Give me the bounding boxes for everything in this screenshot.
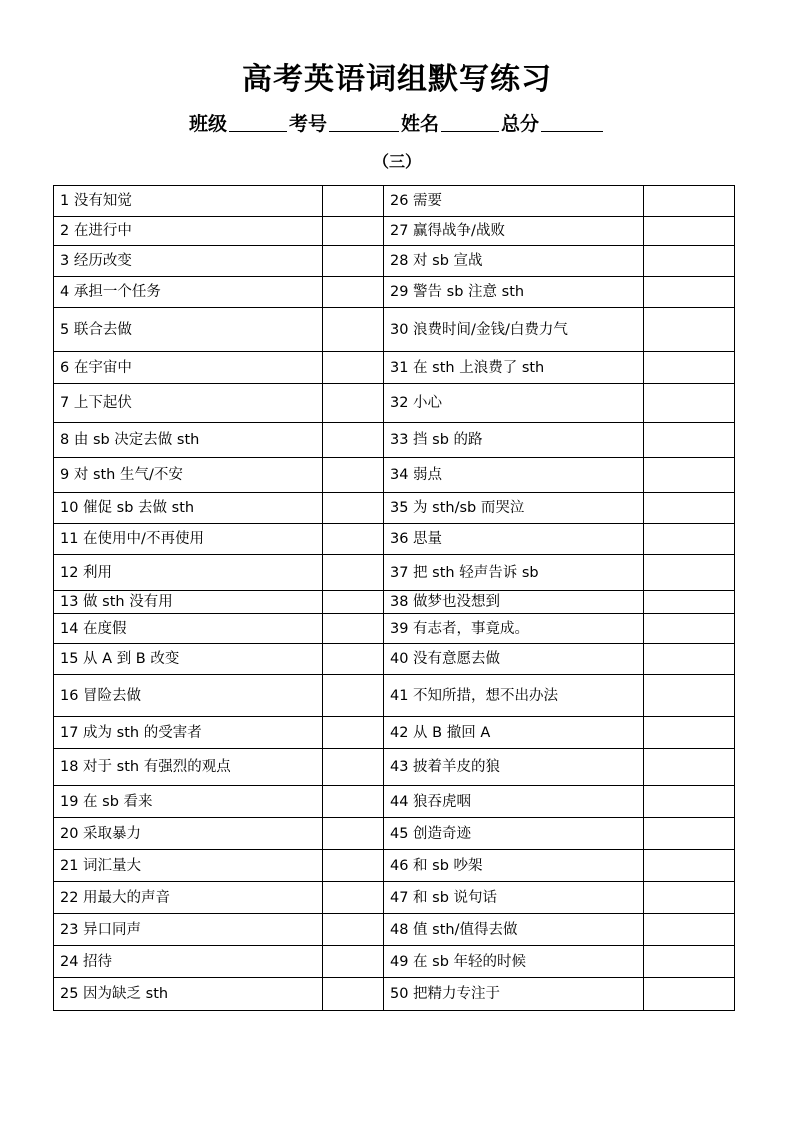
answer-cell-right[interactable] — [644, 717, 735, 749]
answer-cell-left[interactable] — [323, 978, 384, 1011]
table-row — [54, 946, 735, 978]
prompt-cell-right: 48 值 sth/值得去做 — [384, 914, 644, 946]
prompt-cell-right: 28 对 sb 宣战 — [384, 246, 644, 277]
prompt-cell-right: 45 创造奇迹 — [384, 818, 644, 850]
table-row — [54, 749, 735, 786]
answer-cell-right[interactable] — [644, 277, 735, 308]
answer-cell-left[interactable] — [323, 614, 384, 644]
answer-cell-left[interactable] — [323, 591, 384, 614]
answer-cell-right[interactable] — [644, 818, 735, 850]
prompt-cell-right: 33 挡 sb 的路 — [384, 423, 644, 458]
prompt-cell-left: 7 上下起伏 — [54, 384, 323, 423]
vocab-table — [53, 185, 735, 1011]
answer-cell-right[interactable] — [644, 614, 735, 644]
answer-cell-right[interactable] — [644, 246, 735, 277]
prompt-cell-right: 42 从 B 撤回 A — [384, 717, 644, 749]
answer-cell-right[interactable] — [644, 644, 735, 675]
answer-cell-left[interactable] — [323, 914, 384, 946]
prompt-cell-left: 16 冒险去做 — [54, 675, 323, 717]
page-title: 高考英语词组默写练习 — [242, 62, 552, 97]
class-blank[interactable] — [229, 111, 287, 132]
prompt-cell-left: 11 在使用中/不再使用 — [54, 524, 323, 555]
prompt-cell-left: 15 从 A 到 B 改变 — [54, 644, 323, 675]
answer-cell-left[interactable] — [323, 246, 384, 277]
table-row — [54, 384, 735, 423]
answer-cell-left[interactable] — [323, 352, 384, 384]
table-row — [54, 423, 735, 458]
prompt-cell-left: 9 对 sth 生气/不安 — [54, 458, 323, 493]
answer-cell-right[interactable] — [644, 591, 735, 614]
answer-cell-left[interactable] — [323, 458, 384, 493]
prompt-cell-left: 22 用最大的声音 — [54, 882, 323, 914]
answer-cell-left[interactable] — [323, 749, 384, 786]
prompt-cell-left: 4 承担一个任务 — [54, 277, 323, 308]
score-label: 总分 — [501, 113, 540, 135]
answer-cell-left[interactable] — [323, 493, 384, 524]
answer-cell-left[interactable] — [323, 786, 384, 818]
answer-cell-left[interactable] — [323, 186, 384, 217]
answer-cell-left[interactable] — [323, 882, 384, 914]
class-label: 班级 — [188, 113, 227, 135]
answer-cell-right[interactable] — [644, 524, 735, 555]
table-row — [54, 818, 735, 850]
prompt-cell-right: 26 需要 — [384, 186, 644, 217]
answer-cell-left[interactable] — [323, 524, 384, 555]
prompt-cell-left: 19 在 sb 看来 — [54, 786, 323, 818]
prompt-cell-left: 2 在进行中 — [54, 217, 323, 246]
prompt-cell-left: 10 催促 sb 去做 sth — [54, 493, 323, 524]
prompt-cell-right: 37 把 sth 轻声告诉 sb — [384, 555, 644, 591]
prompt-cell-left: 13 做 sth 没有用 — [54, 591, 323, 614]
exam-number-label: 考号 — [288, 113, 327, 135]
answer-cell-left[interactable] — [323, 555, 384, 591]
table-row — [54, 493, 735, 524]
answer-cell-left[interactable] — [323, 384, 384, 423]
answer-cell-right[interactable] — [644, 555, 735, 591]
table-row — [54, 352, 735, 384]
answer-cell-left[interactable] — [323, 423, 384, 458]
prompt-cell-right: 36 思量 — [384, 524, 644, 555]
table-row — [54, 644, 735, 675]
score-blank[interactable] — [541, 111, 603, 132]
student-info-line — [0, 110, 794, 138]
prompt-cell-right: 35 为 sth/sb 而哭泣 — [384, 493, 644, 524]
answer-cell-right[interactable] — [644, 850, 735, 882]
prompt-cell-right: 43 披着羊皮的狼 — [384, 749, 644, 786]
table-row — [54, 524, 735, 555]
prompt-cell-right: 47 和 sb 说句话 — [384, 882, 644, 914]
answer-cell-left[interactable] — [323, 675, 384, 717]
prompt-cell-right: 32 小心 — [384, 384, 644, 423]
vocab-table-body — [54, 186, 735, 1011]
prompt-cell-left: 8 由 sb 决定去做 sth — [54, 423, 323, 458]
table-row — [54, 850, 735, 882]
answer-cell-left[interactable] — [323, 277, 384, 308]
table-row — [54, 308, 735, 352]
answer-cell-right[interactable] — [644, 458, 735, 493]
table-row — [54, 882, 735, 914]
table-row — [54, 277, 735, 308]
answer-cell-left[interactable] — [323, 818, 384, 850]
table-row — [54, 458, 735, 493]
prompt-cell-left: 12 利用 — [54, 555, 323, 591]
name-blank[interactable] — [441, 111, 499, 132]
prompt-cell-left: 21 词汇量大 — [54, 850, 323, 882]
prompt-cell-right: 34 弱点 — [384, 458, 644, 493]
prompt-cell-left: 14 在度假 — [54, 614, 323, 644]
prompt-cell-right: 40 没有意愿去做 — [384, 644, 644, 675]
answer-cell-right[interactable] — [644, 493, 735, 524]
answer-cell-left[interactable] — [323, 217, 384, 246]
prompt-cell-left: 1 没有知觉 — [54, 186, 323, 217]
table-row — [54, 978, 735, 1011]
prompt-cell-left: 17 成为 sth 的受害者 — [54, 717, 323, 749]
answer-cell-right[interactable] — [644, 749, 735, 786]
exam-number-blank[interactable] — [329, 111, 399, 132]
table-row — [54, 914, 735, 946]
prompt-cell-right: 27 赢得战争/战败 — [384, 217, 644, 246]
answer-cell-right[interactable] — [644, 882, 735, 914]
answer-cell-left[interactable] — [323, 946, 384, 978]
prompt-cell-right: 29 警告 sb 注意 sth — [384, 277, 644, 308]
answer-cell-right[interactable] — [644, 308, 735, 352]
prompt-cell-left: 24 招待 — [54, 946, 323, 978]
table-row — [54, 186, 735, 217]
answer-cell-right[interactable] — [644, 352, 735, 384]
prompt-cell-right: 44 狼吞虎咽 — [384, 786, 644, 818]
prompt-cell-left: 6 在宇宙中 — [54, 352, 323, 384]
prompt-cell-right: 46 和 sb 吵架 — [384, 850, 644, 882]
prompt-cell-left: 18 对于 sth 有强烈的观点 — [54, 749, 323, 786]
prompt-cell-right: 30 浪费时间/金钱/白费力气 — [384, 308, 644, 352]
answer-cell-left[interactable] — [323, 308, 384, 352]
prompt-cell-left: 3 经历改变 — [54, 246, 323, 277]
answer-cell-right[interactable] — [644, 217, 735, 246]
prompt-cell-right: 41 不知所措，想不出办法 — [384, 675, 644, 717]
answer-cell-right[interactable] — [644, 978, 735, 1011]
table-row — [54, 717, 735, 749]
answer-cell-right[interactable] — [644, 786, 735, 818]
prompt-cell-left: 23 异口同声 — [54, 914, 323, 946]
table-row — [54, 675, 735, 717]
prompt-cell-right: 39 有志者，事竟成。 — [384, 614, 644, 644]
section-label: （三） — [372, 152, 421, 171]
table-row — [54, 786, 735, 818]
prompt-cell-right: 38 做梦也没想到 — [384, 591, 644, 614]
table-row — [54, 614, 735, 644]
answer-cell-left[interactable] — [323, 644, 384, 675]
prompt-cell-right: 50 把精力专注于 — [384, 978, 644, 1011]
table-row — [54, 591, 735, 614]
answer-cell-right[interactable] — [644, 423, 735, 458]
prompt-cell-right: 31 在 sth 上浪费了 sth — [384, 352, 644, 384]
prompt-cell-left: 20 采取暴力 — [54, 818, 323, 850]
answer-cell-right[interactable] — [644, 946, 735, 978]
table-row — [54, 246, 735, 277]
prompt-cell-right: 49 在 sb 年轻的时候 — [384, 946, 644, 978]
name-label: 姓名 — [401, 113, 440, 135]
table-row — [54, 555, 735, 591]
answer-cell-left[interactable] — [323, 850, 384, 882]
answer-cell-right[interactable] — [644, 384, 735, 423]
answer-cell-right[interactable] — [644, 186, 735, 217]
answer-cell-left[interactable] — [323, 717, 384, 749]
table-row — [54, 217, 735, 246]
prompt-cell-left: 5 联合去做 — [54, 308, 323, 352]
answer-cell-right[interactable] — [644, 675, 735, 717]
answer-cell-right[interactable] — [644, 914, 735, 946]
prompt-cell-left: 25 因为缺乏 sth — [54, 978, 323, 1011]
